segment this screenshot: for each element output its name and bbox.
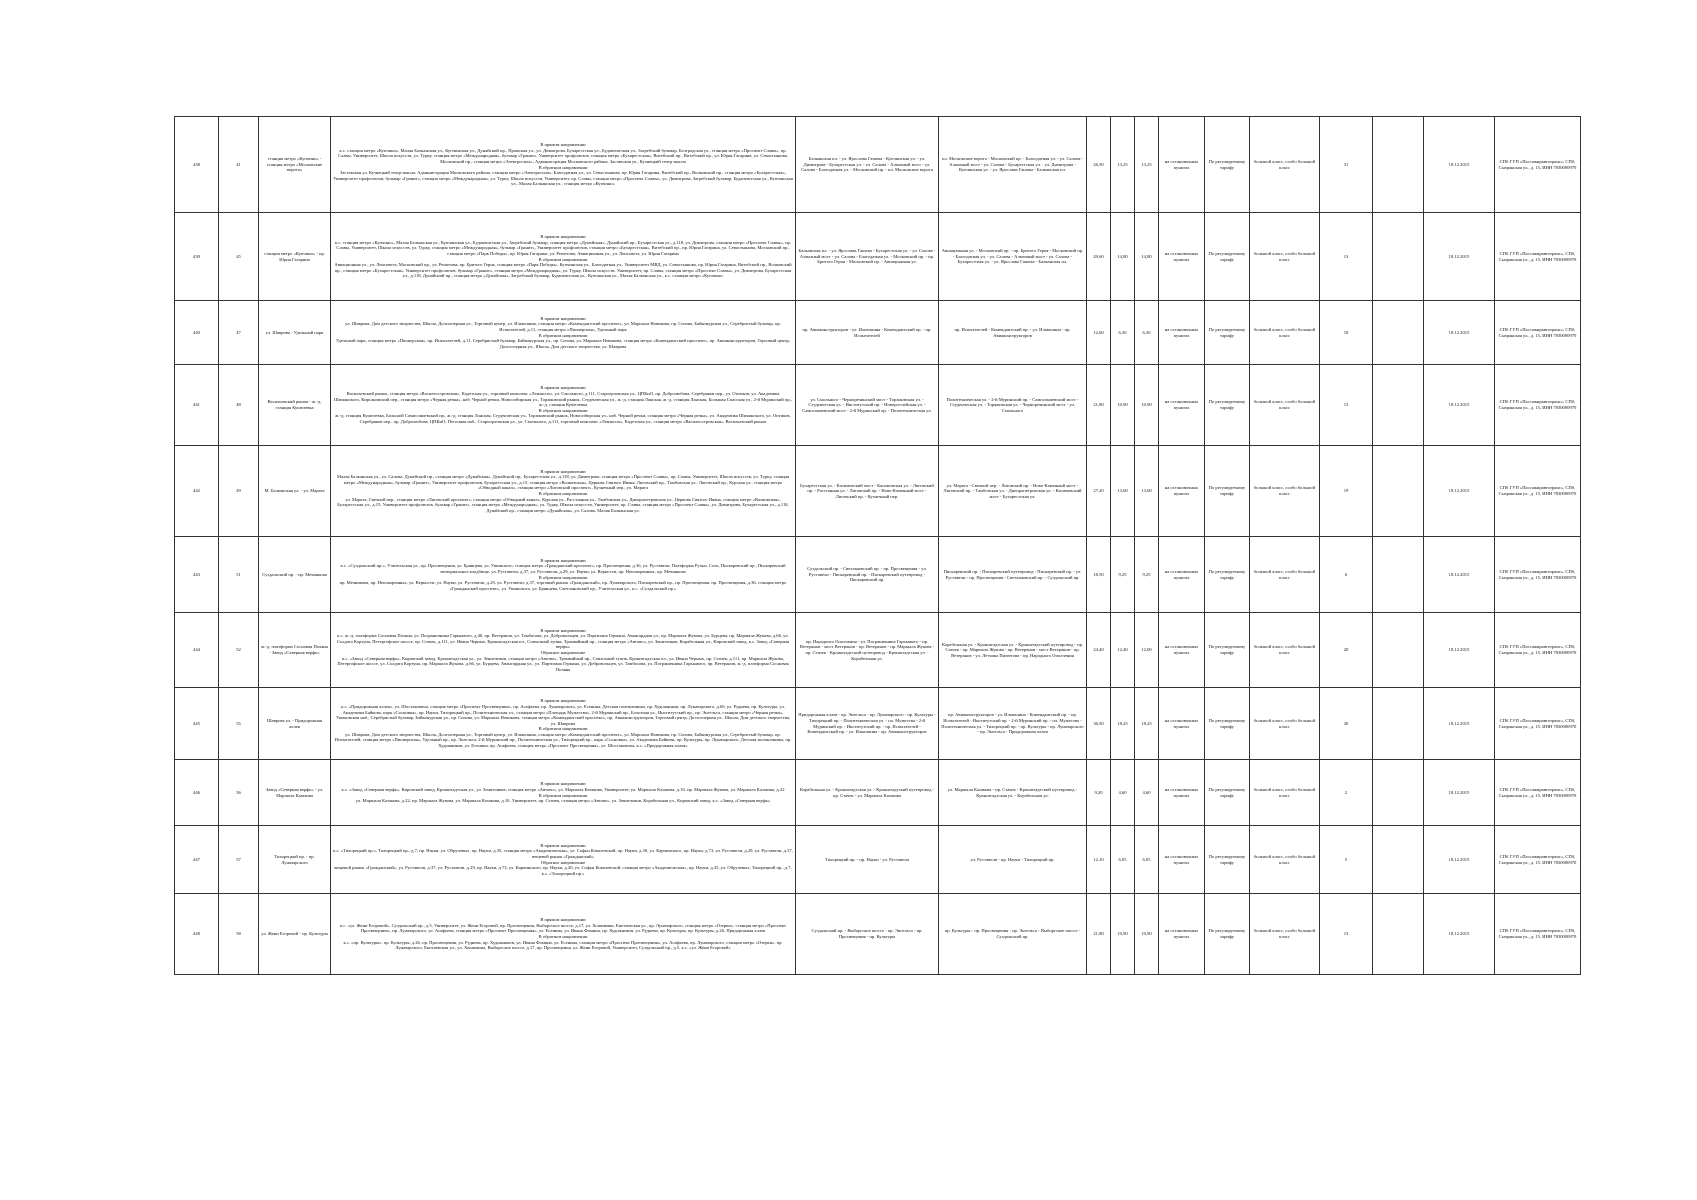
stops-back: ул. Маршала Казакова, д.22, пр. Маршала Жукова, ул. Маршала Казакова, д.10, Университет, пр. Стачек, станция метро «Автово», ул. Зенитчиков, Корабельная ул., Кировский завод, к.с. «Завод «Северная верфь» [355, 798, 771, 804]
start-date [1373, 213, 1424, 301]
length-forward: 18,25 [1111, 688, 1135, 760]
route-registry-table [174, 116, 1581, 975]
stops-forward: ул. Шаврова, Дом детского творчества, Школа, Долгоозерная ул., Торговый центр, ул. Ильюшина, станция метро «Комендантский проспект», ул. Маршала Новикова, пр. Сизова, Байконурская ул., Серебристый бульвар, пр. Испытателей, д.11, станция метро «Пионерская», Удельный парк [345, 321, 781, 332]
stops-back: к.с. «пр. Культуры», пр. Культуры, д.26, пр. Просвещения, ул. Руднева, пр. Художников, ул. Ивана Фомина, ул. Есенина, станция метро «Проспект Просвещения», ул. Асафьева, пр. Луначарского, станция метро «Озерки», пр. Луначарского, Енотаевская ул., ул. Хошимина, Выборгское шоссе, д.17, пр. Просвещения, ул. Жени Егоровой, Университет, Суздальский пр., д.5, к.с. «ул. Жени Егоровой» [343, 939, 783, 951]
registration-number: 446 [175, 760, 219, 826]
table-row [175, 894, 1581, 975]
stops-list [331, 894, 796, 975]
direction-forward-label: В прямом направлении [540, 468, 586, 474]
stops-back: Удельный парк, станция метро «Пионерская», пр. Испытателей, д.11, Серебристый бульвар, Байконурская ул., пр. Сизова, ул. Маршала Новикова, станция метро «Комендантский проспект», пр. Авиаконструкторов, Торговый центр, Долгоозерная ул., Школа, Дом детского творчества, ул. Шаврова [336, 338, 790, 349]
start-date [1373, 365, 1424, 446]
route-number: 47 [219, 301, 259, 365]
stops-list [331, 365, 796, 446]
direction-back-label: Обратное направление [540, 650, 586, 655]
streets-forward: пр. Народного Ополчения - ул. Пограничника Гарькавого - пр. Ветеранов - мост Ветеранов - пр. Ветеранов - пр. Маршала Жукова - пр. Стачек - Кронштадтский путепровод - Кронштадтская ул. - Корабельная ул. [796, 613, 939, 688]
stops-list [331, 446, 796, 537]
route-number: 51 [219, 537, 259, 613]
stops-list [331, 760, 796, 826]
route-name: станция метро «Купчино» - пр. Юрия Гагарина [259, 213, 331, 301]
length-forward: 10,90 [1111, 365, 1135, 446]
registration-number: 439 [175, 213, 219, 301]
route-name: ж.-д. платформа Сосновая Поляна - Завод «Северная верфь» [259, 613, 331, 688]
direction-forward-label: В прямом направлении [540, 557, 586, 563]
route-number: 45 [219, 213, 259, 301]
route-name: ул. Жени Егоровой - пр. Культуры [259, 894, 331, 975]
direction-back-label: В обратном направлении [538, 491, 588, 496]
stops-forward: к.с. «ул. Жени Егоровой», Суздальский пр., д.5, Университет, ул. Жени Егоровой, пр. Просвещения, Выборгское шоссе, д.17, ул. Хошимина, Енотаевская ул., пр. Луначарского, станция метро «Озерки», станция метро «Проспект Просвещения», пр. Луначарского, ул. Асафьева, станция метро «Проспект Просвещения», ул. Есенина, ул. Ивана Фомина, пр. Художников, ул. Руднева, пр. Культуры, пр. Культуры, д.26, Придорожная аллея [339, 922, 787, 934]
route-date: 18.12.2015 [1424, 688, 1495, 760]
tariff-type: По регулируемому тарифу [1205, 446, 1250, 537]
direction-back-label: В обратном направлении [538, 256, 588, 262]
registry-rows [175, 117, 1581, 975]
streets-forward: Балканская пл. - ул. Ярослава Гашека - Бухарестская ул. - ул. Салова - Алмазный мост - ул. Салова - Благодатная ул. - Московский пр. - пр. Бритого Героя - Московский пр. - Авиационная ул. [796, 213, 939, 301]
vehicle-count: 18 [1320, 301, 1373, 365]
streets-forward: Суздальский пр. - Выборгское шоссе - пр. Энгельса - пр. Просвещения - пр. Культуры [796, 894, 939, 975]
stop-order: на остановочных пунктах [1159, 894, 1205, 975]
stops-list [331, 826, 796, 894]
route-name: Васильевский рынок - ж.-д. станция Кушелевка [259, 365, 331, 446]
operator-info: СПб ГУП «Пассажиравтотранс», СПб, Сызранская ул., д. 15, ИНН 7830000970 [1495, 117, 1581, 213]
route-length: 21,80 [1087, 365, 1111, 446]
registration-number: 448 [175, 894, 219, 975]
direction-forward-label: В прямом направлении [540, 234, 586, 240]
bus-class: большой класс, особо большой класс [1250, 613, 1320, 688]
registration-number: 442 [175, 446, 219, 537]
length-forward: 12,40 [1111, 613, 1135, 688]
direction-back-label: В обратном направлении [538, 574, 588, 580]
stop-order: на остановочных пунктах [1159, 117, 1205, 213]
streets-back: ул. Руставели - пр. Науки - Тихорецкий пр. [939, 826, 1087, 894]
route-name: Суздальский пр. - пр. Мечникова [259, 537, 331, 613]
direction-forward-label: В прямом направлении [540, 842, 586, 848]
direction-forward-label: В прямом направлении [540, 781, 586, 787]
operator-info: СПб ГУП «Пассажиравтотранс», СПб, Сызранская ул., д. 15, ИНН 7830000970 [1495, 537, 1581, 613]
route-length: 27,20 [1087, 446, 1111, 537]
route-number: 48 [219, 365, 259, 446]
direction-forward-label: В прямом направлении [540, 917, 586, 923]
streets-forward: Суздальский пр. - Светлановский пр. - пр. Просвещения - ул. Руставели - Пискаревский пр. - Пискаревский путепровод - Пискаревский пр. [796, 537, 939, 613]
stops-back: ж.-д. станция Кушелевка, Большой Сампсониевский пр., ж.-д. станция Ланская, Студенческая ул., Торжковский рынок, Новосибирская ул., наб. Черной речки, станция метро «Черная речка», ул. Академика Шиманского, ул. Оптиков, Серебряков пер., пр. Добролюбова, ЦПКиО, Песочная наб., Староорловская ул., ул. Смольного, д.111, торговый комплекс «Ленэкспо», Кадетская ул., станция метро «Василеостровская», Васильевский рынок [335, 413, 791, 424]
stops-list [331, 537, 796, 613]
route-length: 12,60 [1087, 301, 1111, 365]
route-date: 18.12.2015 [1424, 213, 1495, 301]
registration-number: 443 [175, 537, 219, 613]
stops-forward: к.с. ж.-д. платформа Сосновая Поляна, ул. Пограничника Гарькавого, д.40, пр. Ветеранов, ул. Тамбасова, ул. Добровольцев, ул. Партизана Германа, Авангардная ул., пр. Маршала Жукова, ул. Бурцева, пр. Маршала Жукова, д.66, ул. Солдата Корзуна, Петергофское шоссе, пр. Стачек, д.111, ул. Ивана Черных, Кронштадтская пл., Совхозный тупик, Трамвайный пр., станция метро «Автово», ул. Зенитчиков, Корабельная ул., Кировский завод, к.с. Завод «Северная верфь» [336, 633, 790, 650]
table-row [175, 826, 1581, 894]
route-date: 18.12.2015 [1424, 301, 1495, 365]
table-row [175, 537, 1581, 613]
bus-class: большой класс, особо большой класс [1250, 537, 1320, 613]
vehicle-count: 31 [1320, 117, 1373, 213]
stops-list [331, 117, 796, 213]
tariff-type: По регулируемому тарифу [1205, 894, 1250, 975]
route-number: 41 [219, 117, 259, 213]
registration-number: 445 [175, 688, 219, 760]
bus-class: большой класс, особо большой класс [1250, 446, 1320, 537]
route-name: станция метро «Купчино» - станция метро «Московские ворота» [259, 117, 331, 213]
direction-back-label: В обратном направлении [538, 407, 588, 413]
stops-back: ул. Шаврова, Дом детского творчества, Школа, Долгоозерная ул., Торговый центр, ул. Ильюшина, станция метро «Комендантский проспект», ул. Маршала Новикова, пр. Сизова, Байконурская ул., Серебристый бульвар, пр. Испытателей, станция метро «Пионерская», Удельный пр., пр. Энгельса, 2-й Муринский пр., Политехническая ул., Тихорецкий пр., парк «Сосновка», ул. Академика Байкова, пр. Культуры, пр. Луначарского, Детская поликлиника, пр. Художников, ул. Есенина, пр. Асафьева, станция метро «Проспект Просвещения», ул. Шостаковича, к.с. «Придорожная аллея» [334, 731, 792, 749]
stops-forward: к.с. «Придорожная аллея», ул. Шостаковича, станция метро «Проспект Просвещения», пр. Асафьева, пр. Луначарского, ул. Есенина, Детская поликлиника, пр. Художников, пр. Луначарского, д.60, ул. Руднева, пр. Культуры, ул. Академика Байкова, парк «Сосновка», пр. Науки, Тихорецкий пр., Политехническая ул., станция метро «Площадь Мужества», 2-й Муринский пр., Болотная ул., Институтский пр., пр. Энгельса, станция метро «Черная речка», Ушаковская наб., Серебристый бульвар, Байконурская ул., пр. Сизова, ул. Маршала Новикова, станция метро «Комендантский проспект», пр. Авиаконструкторов, Торговый центр, Долгоозерная ул., Школа, Дом детского творчества, ул. Шаврова [335, 703, 791, 726]
streets-forward: Балканская пл. - ул. Ярослава Гашека - Купчинская ул. - ул. Димитрова - Бухарестская ул. - ул. Салова - Алмазный мост - ул. Салова - Благодатная ул. - Московский пр. - пл. Московские ворота [796, 117, 939, 213]
streets-back: ул. Маршала Казакова - пр. Стачек - Кронштадтский путепровод - Кронштадтская ул. - Корабельная ул. [939, 760, 1087, 826]
route-number: 57 [219, 826, 259, 894]
stops-forward: к.с. «Тихорецкий пр.», Тихорецкий пр., д.7, пр. Науки, ул. Обручевых, пр. Науки, д.35, станция метро «Академическая», ул. Софьи Ковалевской, пр. Науки, д.30, ул. Карпинского, пр. Науки, д.73, ул. Руставели, д.29, ул. Руставели, д.37, вещевой рынок «Гражданский» [333, 848, 793, 859]
stops-forward: Малая Балканская ул., ул. Салова, Дунайский пр., станция метро «Дунайская», Дунайский пр., Бухарестская ул., д.118, ул. Димитрова, станция метро «Проспект Славы», пр. Славы, Университет, Школа искусств, ул. Турку, станция метро «Международная», бульвар «Гранит», Университет профсоюзов, Бухарестская ул., д.15, станция метро «Волковская», Церковь Святого Ивана, Лиговский пр., Тамбовская ул., Лиговский пр., Курская ул., станция метро «Обводный канал», станция метро «Лиговский проспект», Кузнечный пер., ул. Марата [336, 474, 790, 491]
registration-number: 447 [175, 826, 219, 894]
registration-number: 438 [175, 117, 219, 213]
tariff-type: По регулируемому тарифу [1205, 613, 1250, 688]
start-date [1373, 760, 1424, 826]
direction-forward-label: В прямом направлении [540, 315, 586, 321]
operator-info: СПб ГУП «Пассажиравтотранс», СПб, Сызранская ул., д. 15, ИНН 7830000970 [1495, 688, 1581, 760]
vehicle-count: 2 [1320, 760, 1373, 826]
stop-order: на остановочных пунктах [1159, 446, 1205, 537]
tariff-type: По регулируемому тарифу [1205, 301, 1250, 365]
stops-back: к.с. «Завод «Северная верфь», Кировский завод, Кронштадтская ул., ул. Зенитчиков, станция метро «Автово», Трамвайный пр., Совхозный тупик, Кронштадтская пл., ул. Ивана Черных, пр. Стачек, д.111, пр. Маршала Жукова, Петергофское шоссе, ул. Солдата Корзуна, пр. Маршала Жукова, д.66, ул. Бурцева, Авангардная ул., ул. Партизана Германа, ул. Добровольцев, ул. Тамбасова, ул. Пограничника Гарькавого, пр. Ветеранов, ж.-д. платформа Сосновая Поляна [337, 655, 789, 672]
table-row [175, 613, 1581, 688]
table-row [175, 688, 1581, 760]
direction-back-label: В обратном направлении [538, 332, 588, 338]
length-back: 12,00 [1135, 613, 1159, 688]
start-date [1373, 117, 1424, 213]
streets-forward: Тихорецкий пр. - пр. Науки - ул. Руставели [796, 826, 939, 894]
length-forward: 6,05 [1111, 826, 1135, 894]
length-back: 10,90 [1135, 365, 1159, 446]
stop-order: на остановочных пунктах [1159, 537, 1205, 613]
streets-forward: ул. Смольного - Черноречинский мост - Торжковская ул. - Студенческая ул. - Институтский пр. - Новороссийская ул. - Сампсониевский мост - 2-й Муринский пр. - Политехническая ул. [796, 365, 939, 446]
bus-class: большой класс, особо большой класс [1250, 365, 1320, 446]
route-date: 18.12.2015 [1424, 446, 1495, 537]
start-date [1373, 537, 1424, 613]
bus-class: большой класс, особо большой класс [1250, 826, 1320, 894]
streets-forward: пр. Авиаконструкторов - ул. Ильюшина - Комендантский пр. - пр. Испытателей [796, 301, 939, 365]
route-date: 18.12.2015 [1424, 613, 1495, 688]
vehicle-count: 6 [1320, 537, 1373, 613]
stops-forward: к.с. «Суздальский пр.», Учительская ул., пр. Просвещения, ул. Брянцева, ул. Ушинского, станция метро «Гражданский проспект», пр. Просвещения, д.36, ул. Руставели, Платформа Ручьи, Соль, Пискаревский пр., Пискаревский мемориальное кладбище, ул. Руставели, д.37, ул. Руставели, д.29, ул. Науки, ул. Верности, пр. Непокоренных, пр. Мечникова [340, 563, 786, 574]
stops-list [331, 613, 796, 688]
stops-forward: к.с. станция метро «Купчино», Малая Балканская ул., Купчинская ул., Дунайский пр., Пражская ул., ул. Димитрова, Бухарестская ул., Будапештская ул., Загребский бульвар, Белградская ул., станция метро «Проспект Славы», пр. Славы, Университет, Школа искусств, ул. Турку, станция метро «Международная», бульвар «Гранит», Университет профсоюзов, станция метро «Бухарестская», Витебский пр., Витебский пр., ул. Юрия Гагарина, ул. Севастьянова, Московский пр., станция метро «Электросила», Администрация Московского района, Заставская ул., Кузнецкий театр-школа [337, 147, 789, 164]
table-row [175, 446, 1581, 537]
route-length: 24,40 [1087, 613, 1111, 688]
stops-list [331, 213, 796, 301]
streets-back: ул. Марата - Свечной пер. - Лиговский пр. - Ново-Каменный мост - Лиговский пр. - Тамбовская ул. - Днепропетровская ул. - Касимовский мост - Бухарестская ул. [939, 446, 1087, 537]
bus-class: большой класс, особо большой класс [1250, 301, 1320, 365]
vehicle-count: 30 [1320, 688, 1373, 760]
start-date [1373, 613, 1424, 688]
streets-forward: Корабельная ул. - Кронштадтская ул. - Кронштадтский путепровод - пр. Стачек - ул. Маршала Казакова [796, 760, 939, 826]
route-length: 21,80 [1087, 894, 1111, 975]
stops-back: пр. Мечникова, пр. Непокоренных, ул. Верности, ул. Науки, ул. Руставели, д.29, ул. Руставели, д.37, торговый рынок «Гражданский», пр. Луначарского, Пискаревский пр., пр. Просвещения, пр. Просвещения, д.36, станция метро «Гражданский проспект», ул. Ушинского, ул. Брянцева, Светлановский пр., Учительская ул., к.с. «Суздальский пр.» [339, 580, 787, 591]
start-date [1373, 894, 1424, 975]
length-forward: 4,60 [1111, 760, 1135, 826]
registration-number: 440 [175, 301, 219, 365]
bus-class: большой класс, особо большой класс [1250, 117, 1320, 213]
table-row [175, 301, 1581, 365]
stop-order: на остановочных пунктах [1159, 826, 1205, 894]
length-forward: 13,60 [1111, 446, 1135, 537]
stop-order: на остановочных пунктах [1159, 301, 1205, 365]
tariff-type: По регулируемому тарифу [1205, 537, 1250, 613]
tariff-type: По регулируемому тарифу [1205, 826, 1250, 894]
length-back: 14,80 [1135, 213, 1159, 301]
direction-forward-label: В прямом направлении [540, 385, 586, 391]
stops-list [331, 688, 796, 760]
direction-forward-label: В прямом направлении [540, 142, 586, 148]
length-forward: 10,90 [1111, 894, 1135, 975]
length-back: 6,30 [1135, 301, 1159, 365]
route-name: Тихорецкий пр. - пр. Луначарского [259, 826, 331, 894]
route-length: 18,50 [1087, 537, 1111, 613]
table-row [175, 365, 1581, 446]
route-number: 49 [219, 446, 259, 537]
length-back: 13,60 [1135, 446, 1159, 537]
route-number: 56 [219, 760, 259, 826]
operator-info: СПб ГУП «Пассажиравтотранс», СПб, Сызранская ул., д. 15, ИНН 7830000970 [1495, 826, 1581, 894]
route-date: 18.12.2015 [1424, 117, 1495, 213]
length-forward: 13,25 [1111, 117, 1135, 213]
start-date [1373, 301, 1424, 365]
stops-forward: к.с. «Завод «Северная верфь», Кировский завод, Кронштадтская ул., ул. Зенитчиков, станция метро «Автово», ул. Маршала Казакова, Университет, ул. Маршала Казакова, д.10, пр. Маршала Жукова, ул. Маршала Казакова, д.22 [341, 786, 785, 792]
stops-back: вещевой рынок «Гражданский», ул. Руставели, д.37, ул. Руставели, д.29, пр. Науки, д.73, ул. Карпинского, пр. Науки, д.30, ул. Софьи Ковалевской, станция метро «Академическая», пр. Науки, д.35, ул. Обручевых, Тихорецкий пр., д.7, к.с. «Тихорецкий пр.» [334, 865, 792, 876]
bus-class: большой класс, особо большой класс [1250, 760, 1320, 826]
tariff-type: По регулируемому тарифу [1205, 117, 1250, 213]
direction-back-label: В обратном направлении [538, 934, 588, 939]
route-length: 12,10 [1087, 826, 1111, 894]
stops-list [331, 301, 796, 365]
route-date: 18.12.2015 [1424, 894, 1495, 975]
vehicle-count: 5 [1320, 826, 1373, 894]
route-length: 36,50 [1087, 688, 1111, 760]
route-name: ул. Шаврова - Удельный парк [259, 301, 331, 365]
streets-back: Пискаревский пр. - Пискаревский путепровод - Пискаревский пр. - ул. Руставели - пр. Просвещения - Светлановский пр. - Суздальский пр. [939, 537, 1087, 613]
bus-class: большой класс, особо большой класс [1250, 213, 1320, 301]
stops-back: Авиационная ул., ул. Ленсовета, Московский пр., ул. Решетова, пр. Бритого Героя, станция метро «Парк Победы», Купчинская ул., Благодатная ул., Университет МВД, ул. Севастьянова, пр. Юрия Гагарина, Витебский пр., Волковский пр., станция метро «Бухарестская», Университет профсоюзов, бульвар «Гранит», станция метро «Международная», ул. Турку, Школа искусств, Университет, пр. Славы, станция метро «Проспект Славы», ул. Димитрова, Бухарестская ул., д.118, Дунайский пр., станция метро «Дунайская», Загребский бульвар, Будапештская ул., Купчинская ул., Малая Балканская ул., к.с. станция метро «Купчино» [334, 262, 792, 279]
streets-forward: Придорожная аллея - пр. Энгельса - пр. Луначарского - пр. Культуры - Тихорецкий пр. - Политехническая ул. - пл. Мужества - 2-й Муринский пр. - Институтский пр. - пр. Испытателей - Комендантский пр. - ул. Ильюшина - пр. Авиаконструкторов [796, 688, 939, 760]
route-number: 55 [219, 688, 259, 760]
direction-back-label: В обратном направлении [538, 726, 588, 732]
stops-back: ул. Марата, Свечной пер., станция метро «Лиговский проспект», станция метро «Обводный канал», Курская ул., Расстанная ул., Тамбовская ул., Днепропетровская ул., Церковь Святого Ивана, станция метро «Волковская», Бухарестская ул., д.15, Университет профсоюзов, бульвар «Гранит», станция метро «Международная», ул. Турку, Школа искусств, Университет, пр. Славы, станция метро «Проспект Славы», ул. Димитрова, Бухарестская ул., д.118, Дунайский пр., станция метро «Дунайская», ул. Салова, Малая Балканская ул. [337, 496, 789, 513]
streets-back: пр. Культуры - пр. Просвещения - пр. Энгельса - Выборгское шоссе - Суздальский пр. [939, 894, 1087, 975]
vehicle-count: 13 [1320, 365, 1373, 446]
stop-order: на остановочных пунктах [1159, 613, 1205, 688]
start-date [1373, 826, 1424, 894]
operator-info: СПб ГУП «Пассажиравтотранс», СПб, Сызранская ул., д. 15, ИНН 7830000970 [1495, 365, 1581, 446]
operator-info: СПб ГУП «Пассажиравтотранс», СПб, Сызранская ул., д. 15, ИНН 7830000970 [1495, 301, 1581, 365]
direction-back-label: В обратном направлении [538, 164, 588, 170]
tariff-type: По регулируемому тарифу [1205, 213, 1250, 301]
tariff-type: По регулируемому тарифу [1205, 365, 1250, 446]
registration-number: 444 [175, 613, 219, 688]
streets-forward: Бухарестская ул. - Касимовский мост - Касимовская ул. - Лиговский пр. - Расстанная ул. - Лиговский пр. - Ново-Каменный мост - Лиговский пр. - Кузнечный пер. [796, 446, 939, 537]
length-back: 4,60 [1135, 760, 1159, 826]
tariff-type: По регулируемому тарифу [1205, 760, 1250, 826]
streets-back: пл. Московские ворота - Московский пр. - Благодатная ул. - ул. Салова - Алмазный мост - ул. Салова - Бухарестская ул. - ул. Димитрова - Купчинская ул. - ул. Ярослава Гашека - Балканская пл. [939, 117, 1087, 213]
operator-info: СПб ГУП «Пассажиравтотранс», СПб, Сызранская ул., д. 15, ИНН 7830000970 [1495, 446, 1581, 537]
stops-back: Заставская ул. Кузнецкий театр-школа, Администрация Московского района, станция метро «Электросила», Благодатная ул., ул. Севастьянова, пр. Юрия Гагарина, Витебский пр., Волковский пр., станция метро «Бухарестская», Университет профсоюзов, бульвар «Гранит», станция метро «Международная», ул. Турку, Школа искусств, Университет, пр. Славы, станция метро «Проспект Славы», ул. Димитрова, Загребский бульвар, Будапештская ул., Купчинская ул., Малая Балканская ул., станция метро «Купчино» [333, 170, 793, 187]
route-length: 29,60 [1087, 213, 1111, 301]
operator-info: СПб ГУП «Пассажиравтотранс», СПб, Сызранская ул., д. 15, ИНН 7830000970 [1495, 613, 1581, 688]
direction-forward-label: В прямом направлении [540, 698, 586, 704]
registration-number: 441 [175, 365, 219, 446]
route-date: 18.12.2015 [1424, 537, 1495, 613]
route-name: М. Балканская ул. - ул. Марата [259, 446, 331, 537]
operator-info: СПб ГУП «Пассажиравтотранс», СПб, Сызранская ул., д. 15, ИНН 7830000970 [1495, 894, 1581, 975]
table-row [175, 760, 1581, 826]
bus-class: большой класс, особо большой класс [1250, 688, 1320, 760]
vehicle-count: 19 [1320, 446, 1373, 537]
length-forward: 14,80 [1111, 213, 1135, 301]
direction-forward-label: В прямом направлении [540, 627, 586, 633]
route-length: 9,20 [1087, 760, 1111, 826]
length-forward: 9,25 [1111, 537, 1135, 613]
length-back: 10,90 [1135, 894, 1159, 975]
vehicle-count: 13 [1320, 894, 1373, 975]
operator-info: СПб ГУП «Пассажиравтотранс», СПб, Сызранская ул., д. 15, ИНН 7830000970 [1495, 213, 1581, 301]
vehicle-count: 13 [1320, 213, 1373, 301]
table-row [175, 117, 1581, 213]
stop-order: на остановочных пунктах [1159, 760, 1205, 826]
length-back: 18,25 [1135, 688, 1159, 760]
stop-order: на остановочных пунктах [1159, 365, 1205, 446]
length-back: 9,25 [1135, 537, 1159, 613]
streets-back: пр. Испытателей - Комендантский пр. - ул. Ильюшина - пр. Авиаконструкторов [939, 301, 1087, 365]
stops-forward: к.с. станция метро «Купчино», Малая Балканская ул., Купчинская ул., Будапештская ул., Загребский бульвар, станция метро «Дунайская», Дунайский пр., Бухарестская ул., д.118, ул. Димитрова, станция метро «Проспект Славы», пр. Славы, Университет, Школа искусств, ул. Турку, станция метро «Международная», бульвар «Гранит», Университет профсоюзов, станция метро «Бухарестская», Витебский пр., пр. Юрия Гагарина, ул. Севастьянова, Московский пр., станция метро «Парк Победы», пр. Юрия Гагарина, ул. Решетова, Авиационная ул., ул. Ленсовета, ул. Юрия Гагарина [335, 239, 791, 256]
tariff-type: По регулируемому тарифу [1205, 688, 1250, 760]
route-name: Шаврова ул. - Придорожная аллея [259, 688, 331, 760]
streets-back: Политехническая ул. - 2-й Муринский пр. - Сампсониевский мост - Студенческая ул. - Торжковская ул. - Черноречинский мост - ул. Смольного [939, 365, 1087, 446]
route-number: 52 [219, 613, 259, 688]
route-number: 58 [219, 894, 259, 975]
stops-forward: Васильевский рынок, станция метро «Василеостровская», Кадетская ул., торговый комплекс «Ленэкспо», ул. Смольного, д.111, Староорловская ул., ЦПКиО, пр. Добролюбова, Серебряков пер., ул. Оптиков, ул. Академика Шиманского, Кирсановский пер., станция метро «Черная речка», наб. Черной речки, Новосибирская ул., Торжковский рынок, Студенческая ул., ж.-д. станция Ланская, ж.-д. станция Ланская, Большая Спасская ул., 2-й Муринский пр., ж.-д. станция Кушелевка [334, 391, 792, 408]
stop-order: на остановочных пунктах [1159, 213, 1205, 301]
vehicle-count: 20 [1320, 613, 1373, 688]
streets-back: пр. Авиаконструкторов - ул. Ильюшина - Комендантский пр. - пр. Испытателей - Институтский пр. - 2-й Муринский пр. - пл. Мужества - Политехническая ул. - Тихорецкий пр. - пр. Культуры - пр. Луначарского - пр. Энгельса - Придорожная аллея [939, 688, 1087, 760]
streets-back: Авиационная ул. - Московский пр. - пр. Бритого Героя - Московский пр. - Благодатная ул. - ул. Салова - Алмазный мост - ул. Салова - Бухарестская ул. - ул. Ярослава Гашека - Балканская пл. [939, 213, 1087, 301]
operator-info: СПб ГУП «Пассажиравтотранс», СПб, Сызранская ул., д. 15, ИНН 7830000970 [1495, 760, 1581, 826]
length-forward: 6,30 [1111, 301, 1135, 365]
route-date: 18.12.2015 [1424, 826, 1495, 894]
start-date [1373, 688, 1424, 760]
direction-back-label: Обратное направление [540, 859, 586, 865]
bus-class: большой класс, особо большой класс [1250, 894, 1320, 975]
stop-order: на остановочных пунктах [1159, 688, 1205, 760]
direction-back-label: В обратном направлении [538, 792, 588, 798]
start-date [1373, 446, 1424, 537]
table-row [175, 213, 1581, 301]
route-name: Завод «Северная верфь» - ул. Маршала Казакова [259, 760, 331, 826]
streets-back: Корабельная ул. - Кронштадтская ул. - Кронштадтский путепровод - пр. Стачек - пр. Маршала Жукова - пр. Ветеранов - мост Ветеранов - пр. Ветеранов - ул. Летчика Пилютова - пр. Народного Ополчения [939, 613, 1087, 688]
route-date: 18.12.2015 [1424, 760, 1495, 826]
length-back: 6,05 [1135, 826, 1159, 894]
route-date: 18.12.2015 [1424, 365, 1495, 446]
length-back: 13,25 [1135, 117, 1159, 213]
route-length: 26,50 [1087, 117, 1111, 213]
